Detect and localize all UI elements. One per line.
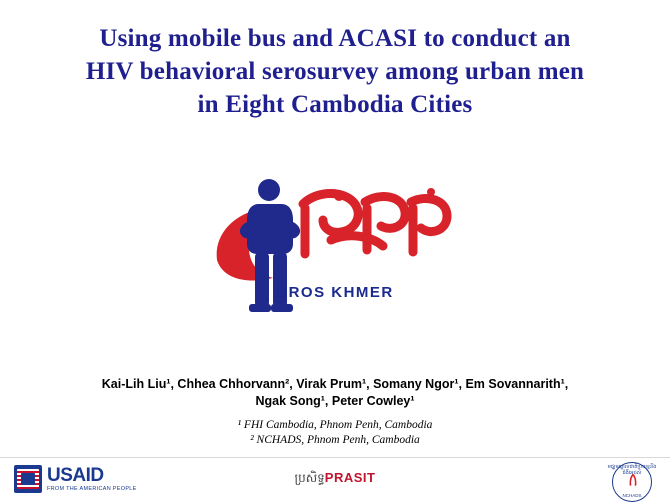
logo-area bbox=[0, 168, 670, 353]
author-list bbox=[0, 376, 670, 410]
footer-divider bbox=[0, 457, 670, 458]
author-line-2: Ngak Song¹, Peter Cowley¹ bbox=[255, 394, 415, 408]
prasit-latin-text: PRASIT bbox=[324, 470, 376, 485]
usaid-seal-icon bbox=[14, 465, 42, 493]
prasit-logo bbox=[295, 470, 376, 488]
title-line-1: Using mobile bus and ACASI to conduct an bbox=[99, 25, 571, 52]
prasit-khmer-text: ប្រសិទ្ធ bbox=[294, 471, 325, 485]
nchads-subtitle: NCHADS bbox=[622, 493, 642, 498]
nchads-khmer-text: មជ្ឈមណ្ឌលជាតិប្រយុទ្ធនឹងជំងឺអេដស៍ bbox=[607, 464, 657, 476]
affiliation-list bbox=[0, 418, 670, 448]
slide-title bbox=[0, 22, 670, 121]
usaid-logo bbox=[14, 465, 137, 493]
nchads-logo bbox=[606, 461, 658, 501]
aids-ribbon-icon bbox=[629, 473, 637, 487]
affiliation-1: ¹ FHI Cambodia, Phnom Penh, Cambodia bbox=[237, 419, 433, 431]
title-line-2: HIV behavioral serosurvey among urban men bbox=[85, 58, 585, 85]
usaid-wordmark: USAID bbox=[47, 464, 104, 486]
slide-footer bbox=[0, 457, 670, 503]
title-line-3: in Eight Cambodia Cities bbox=[197, 91, 473, 118]
affiliation-2: ² NCHADS, Phnom Penh, Cambodia bbox=[250, 434, 420, 446]
author-line-1: Kai-Lih Liu¹, Chhea Chhorvann², Virak Prum¹, Somany Ngor¹, Em Sovannarith¹, bbox=[101, 377, 569, 391]
bros-khmer-logo bbox=[205, 168, 465, 348]
logo-caption: BROS KHMER bbox=[276, 284, 394, 301]
usaid-tagline: FROM THE AMERICAN PEOPLE bbox=[47, 485, 137, 492]
